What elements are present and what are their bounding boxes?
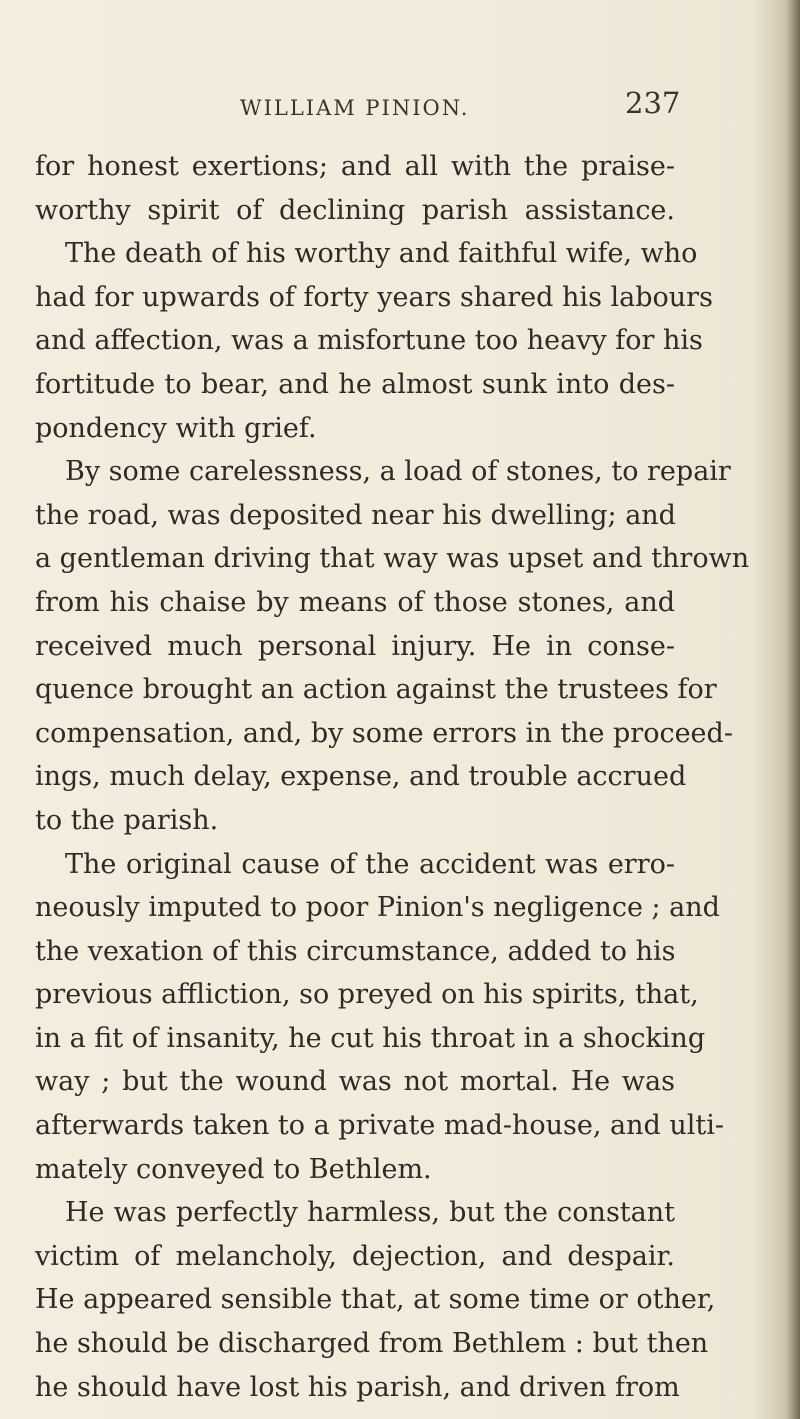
- text-line: to the parish.: [35, 804, 219, 836]
- text-line: pondency with grief.: [35, 412, 317, 444]
- text-line: compensation, and, by some errors in the proceed-: [35, 717, 733, 749]
- text-line: the road, was deposited near his dwelling; and: [35, 499, 676, 531]
- page-edge-shadow: [786, 0, 800, 1419]
- text-line: worthy spirit of declining parish assistance.: [35, 194, 675, 226]
- text-line: He appeared sensible that, at some time or other,: [35, 1284, 716, 1316]
- text-line: previous affliction, so preyed on his spirits, that,: [35, 979, 699, 1011]
- body-text: [35, 145, 750, 1409]
- text-line: a gentleman driving that way was upset and thrown: [35, 543, 750, 575]
- text-line: mately conveyed to Bethlem.: [35, 1153, 432, 1185]
- text-line: for honest exertions; and all with the praise-: [35, 151, 675, 182]
- text-line: he should have lost his parish, and driven from: [35, 1371, 680, 1403]
- text-line: ings, much delay, expense, and trouble accrued: [35, 761, 687, 793]
- text-line: from his chaise by means of those stones, and: [35, 586, 675, 618]
- text-line: in a fit of insanity, he cut his throat in a shocking: [35, 1022, 706, 1054]
- text-line: the vexation of this circumstance, added to his: [35, 935, 676, 967]
- text-line: The death of his worthy and faithful wife, who: [65, 238, 698, 270]
- text-line: He was perfectly harmless, but the constant: [65, 1197, 675, 1229]
- text-line: had for upwards of forty years shared his labours: [35, 281, 713, 313]
- text-line: afterwards taken to a private mad-house, and ulti-: [35, 1110, 725, 1142]
- text-line: The original cause of the accident was erro-: [65, 848, 675, 880]
- running-head: WILLIAM PINION.: [240, 96, 470, 120]
- text-line: fortitude to bear, and he almost sunk into des-: [35, 368, 675, 400]
- text-line: neously imputed to poor Pinion's negligence ; and: [35, 892, 720, 924]
- text-line: By some carelessness, a load of stones, to repair: [65, 456, 731, 488]
- page-number: 237: [625, 86, 681, 120]
- text-line: received much personal injury. He in conse-: [35, 630, 675, 662]
- text-line: and affection, was a misfortune too heavy for his: [35, 325, 703, 357]
- text-line: way ; but the wound was not mortal. He was: [35, 1066, 675, 1098]
- text-line: quence brought an action against the trustees for: [35, 674, 717, 706]
- text-line: victim of melancholy, dejection, and despair.: [35, 1240, 675, 1272]
- text-line: he should be discharged from Bethlem : but then: [35, 1328, 709, 1360]
